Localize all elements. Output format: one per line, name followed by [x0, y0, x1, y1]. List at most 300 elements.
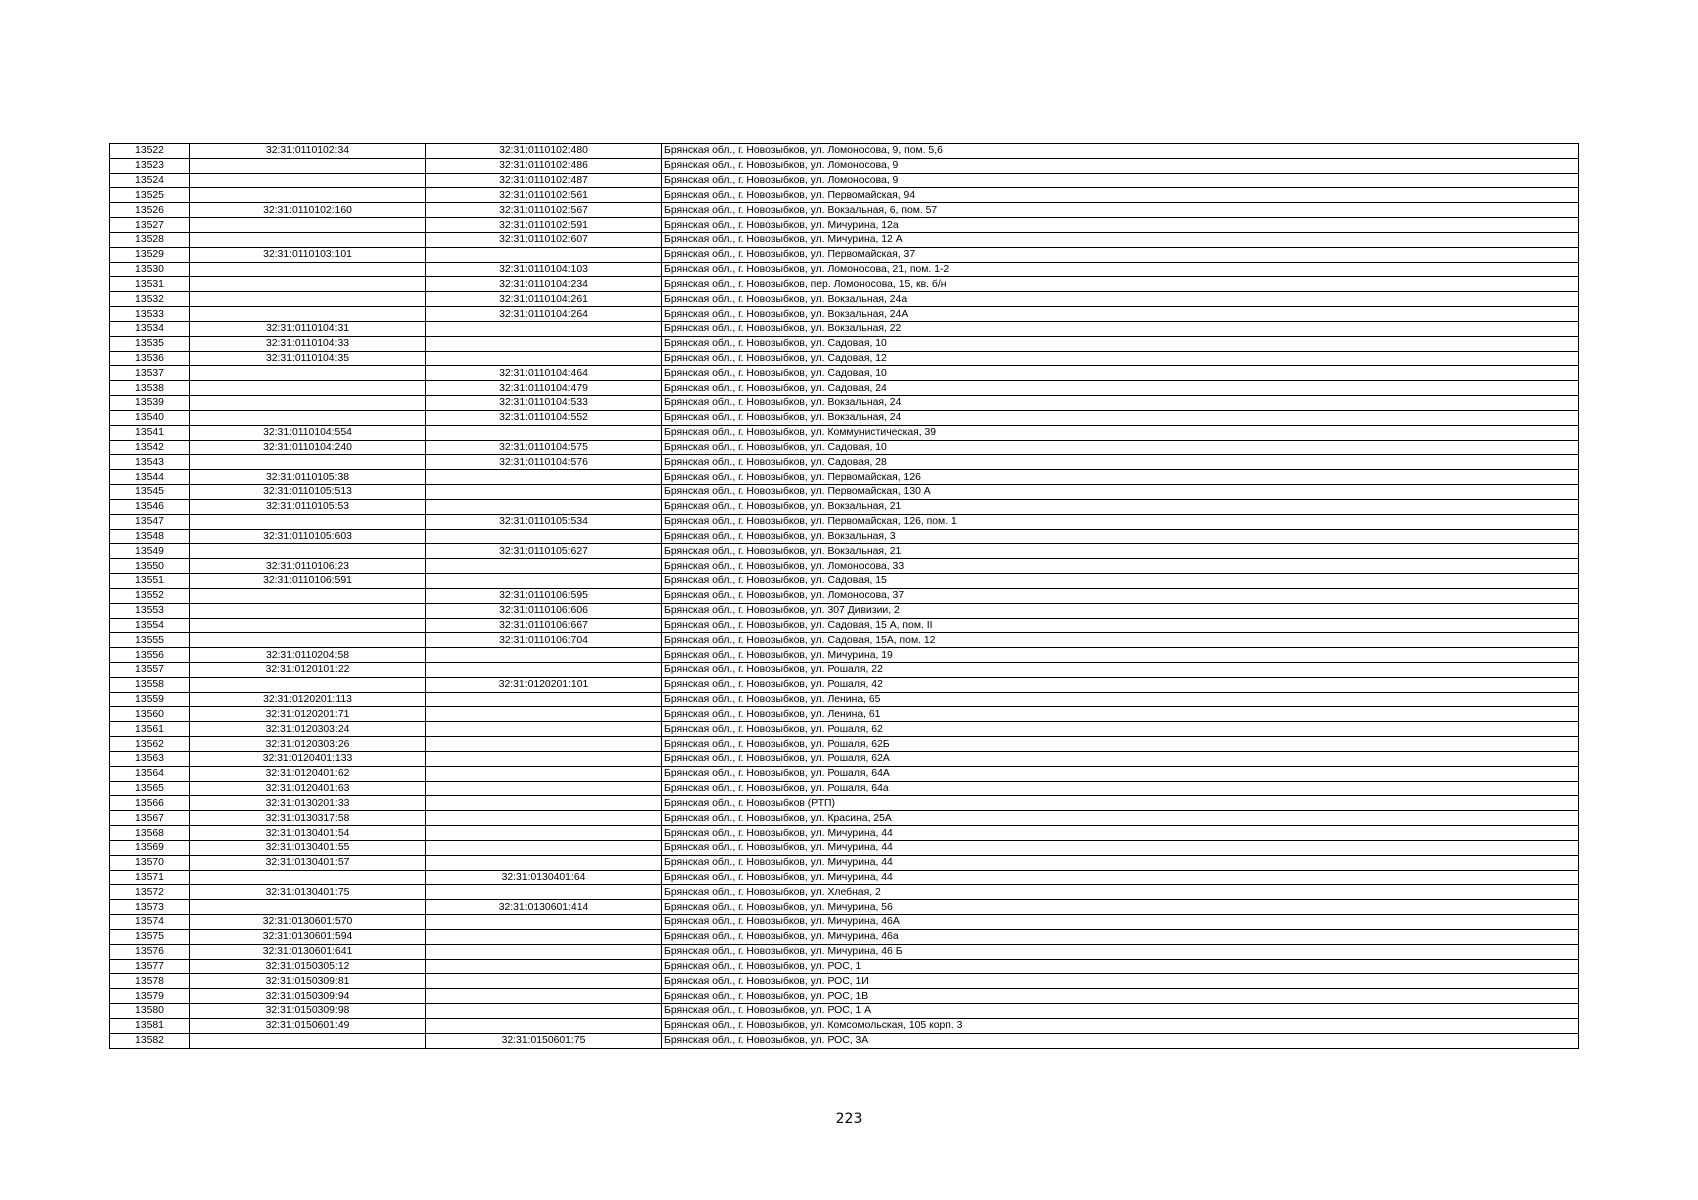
object-cadastral-number-cell: 32:31:0110104:464 [426, 366, 662, 381]
object-cadastral-number-cell [426, 959, 662, 974]
table-row [110, 144, 1579, 159]
table-row [110, 470, 1579, 485]
address-cell: Брянская обл., г. Новозыбков, ул. Комсомольская, 105 корп. 3 [662, 1018, 1579, 1033]
page-number: 223 [835, 1111, 863, 1127]
address-cell: Брянская обл., г. Новозыбков, ул. РОС, 1 А [662, 1004, 1579, 1019]
row-number-cell: 13566 [110, 796, 190, 811]
land-cadastral-number-cell [190, 232, 426, 247]
address-cell: Брянская обл., г. Новозыбков, ул. РОС, 1В [662, 989, 1579, 1004]
table-row [110, 425, 1579, 440]
object-cadastral-number-cell [426, 811, 662, 826]
land-cadastral-number-cell: 32:31:0120401:133 [190, 751, 426, 766]
land-cadastral-number-cell: 32:31:0130601:641 [190, 944, 426, 959]
address-cell: Брянская обл., г. Новозыбков, ул. Садовая, 24 [662, 381, 1579, 396]
table-row [110, 603, 1579, 618]
address-cell: Брянская обл., г. Новозыбков, ул. РОС, 1И [662, 974, 1579, 989]
object-cadastral-number-cell [426, 796, 662, 811]
table-row [110, 188, 1579, 203]
row-number-cell: 13560 [110, 707, 190, 722]
table-row [110, 751, 1579, 766]
land-cadastral-number-cell: 32:31:0130401:75 [190, 885, 426, 900]
address-cell: Брянская обл., г. Новозыбков, ул. Ломоносова, 21, пом. 1-2 [662, 262, 1579, 277]
address-cell: Брянская обл., г. Новозыбков, ул. Мичурина, 44 [662, 870, 1579, 885]
table-row [110, 707, 1579, 722]
address-cell: Брянская обл., г. Новозыбков, ул. Вокзальная, 24а [662, 292, 1579, 307]
table-row [110, 336, 1579, 351]
land-cadastral-number-cell: 32:31:0130201:33 [190, 796, 426, 811]
address-cell: Брянская обл., г. Новозыбков, ул. Вокзальная, 21 [662, 544, 1579, 559]
table-row [110, 544, 1579, 559]
address-cell: Брянская обл., г. Новозыбков, ул. Ломоносова, 33 [662, 559, 1579, 574]
object-cadastral-number-cell: 32:31:0110106:704 [426, 633, 662, 648]
table-row [110, 692, 1579, 707]
object-cadastral-number-cell: 32:31:0110104:234 [426, 277, 662, 292]
table-row [110, 499, 1579, 514]
row-number-cell: 13568 [110, 826, 190, 841]
land-cadastral-number-cell [190, 603, 426, 618]
row-number-cell: 13523 [110, 158, 190, 173]
land-cadastral-number-cell: 32:31:0110104:31 [190, 321, 426, 336]
table-row [110, 232, 1579, 247]
table-row [110, 559, 1579, 574]
land-cadastral-number-cell: 32:31:0110204:58 [190, 648, 426, 663]
row-number-cell: 13542 [110, 440, 190, 455]
land-cadastral-number-cell [190, 292, 426, 307]
object-cadastral-number-cell: 32:31:0110106:667 [426, 618, 662, 633]
land-cadastral-number-cell: 32:31:0130317:58 [190, 811, 426, 826]
table-row [110, 900, 1579, 915]
row-number-cell: 13582 [110, 1033, 190, 1048]
land-cadastral-number-cell: 32:31:0110106:23 [190, 559, 426, 574]
address-cell: Брянская обл., г. Новозыбков, ул. Мичурина, 44 [662, 855, 1579, 870]
address-cell: Брянская обл., г. Новозыбков, ул. Рошаля, 64а [662, 781, 1579, 796]
land-cadastral-number-cell: 32:31:0130401:54 [190, 826, 426, 841]
row-number-cell: 13531 [110, 277, 190, 292]
row-number-cell: 13561 [110, 722, 190, 737]
land-cadastral-number-cell: 32:31:0110104:33 [190, 336, 426, 351]
table-row [110, 366, 1579, 381]
object-cadastral-number-cell [426, 574, 662, 589]
land-cadastral-number-cell: 32:31:0110104:35 [190, 351, 426, 366]
object-cadastral-number-cell [426, 989, 662, 1004]
object-cadastral-number-cell: 32:31:0110102:480 [426, 144, 662, 159]
table-row [110, 618, 1579, 633]
table-row [110, 173, 1579, 188]
row-number-cell: 13539 [110, 396, 190, 411]
row-number-cell: 13527 [110, 218, 190, 233]
table-row [110, 915, 1579, 930]
object-cadastral-number-cell: 32:31:0110102:486 [426, 158, 662, 173]
address-cell: Брянская обл., г. Новозыбков, ул. Садовая, 28 [662, 455, 1579, 470]
land-cadastral-number-cell [190, 381, 426, 396]
table-row [110, 307, 1579, 322]
land-cadastral-number-cell: 32:31:0110105:38 [190, 470, 426, 485]
table-row [110, 262, 1579, 277]
object-cadastral-number-cell [426, 1018, 662, 1033]
row-number-cell: 13556 [110, 648, 190, 663]
table-row [110, 885, 1579, 900]
address-cell: Брянская обл., г. Новозыбков, ул. Мичурина, 56 [662, 900, 1579, 915]
address-cell: Брянская обл., г. Новозыбков, ул. Рошаля, 64А [662, 766, 1579, 781]
row-number-cell: 13538 [110, 381, 190, 396]
table-row [110, 633, 1579, 648]
table-row [110, 722, 1579, 737]
table-row [110, 766, 1579, 781]
row-number-cell: 13548 [110, 529, 190, 544]
object-cadastral-number-cell [426, 974, 662, 989]
table-row [110, 826, 1579, 841]
row-number-cell: 13558 [110, 677, 190, 692]
land-cadastral-number-cell: 32:31:0110106:591 [190, 574, 426, 589]
registry-table [109, 143, 1579, 1049]
address-cell: Брянская обл., г. Новозыбков, ул. Садовая, 10 [662, 440, 1579, 455]
address-cell: Брянская обл., г. Новозыбков, ул. Вокзальная, 3 [662, 529, 1579, 544]
land-cadastral-number-cell [190, 277, 426, 292]
land-cadastral-number-cell: 32:31:0110102:160 [190, 203, 426, 218]
object-cadastral-number-cell [426, 751, 662, 766]
row-number-cell: 13571 [110, 870, 190, 885]
address-cell: Брянская обл., г. Новозыбков, ул. Ленина, 65 [662, 692, 1579, 707]
object-cadastral-number-cell [426, 944, 662, 959]
address-cell: Брянская обл., г. Новозыбков, ул. Рошаля, 62Б [662, 737, 1579, 752]
table-row [110, 840, 1579, 855]
object-cadastral-number-cell: 32:31:0110102:591 [426, 218, 662, 233]
object-cadastral-number-cell: 32:31:0110104:261 [426, 292, 662, 307]
object-cadastral-number-cell: 32:31:0110106:606 [426, 603, 662, 618]
address-cell: Брянская обл., г. Новозыбков, ул. Рошаля, 62 [662, 722, 1579, 737]
object-cadastral-number-cell [426, 737, 662, 752]
table-row [110, 455, 1579, 470]
table-row [110, 870, 1579, 885]
table-row [110, 648, 1579, 663]
table-row [110, 381, 1579, 396]
table-row [110, 1004, 1579, 1019]
object-cadastral-number-cell [426, 707, 662, 722]
address-cell: Брянская обл., г. Новозыбков, ул. Садовая, 15 [662, 574, 1579, 589]
object-cadastral-number-cell [426, 840, 662, 855]
address-cell: Брянская обл., г. Новозыбков, ул. Красина, 25А [662, 811, 1579, 826]
object-cadastral-number-cell [426, 885, 662, 900]
land-cadastral-number-cell [190, 618, 426, 633]
land-cadastral-number-cell: 32:31:0110104:240 [190, 440, 426, 455]
row-number-cell: 13552 [110, 588, 190, 603]
object-cadastral-number-cell [426, 692, 662, 707]
address-cell: Брянская обл., г. Новозыбков, ул. 307 Дивизии, 2 [662, 603, 1579, 618]
object-cadastral-number-cell [426, 766, 662, 781]
row-number-cell: 13540 [110, 410, 190, 425]
object-cadastral-number-cell [426, 485, 662, 500]
table-row [110, 440, 1579, 455]
row-number-cell: 13546 [110, 499, 190, 514]
land-cadastral-number-cell [190, 514, 426, 529]
row-number-cell: 13545 [110, 485, 190, 500]
address-cell: Брянская обл., г. Новозыбков, ул. Мичурина, 19 [662, 648, 1579, 663]
address-cell: Брянская обл., г. Новозыбков, ул. Ломоносова, 37 [662, 588, 1579, 603]
row-number-cell: 13563 [110, 751, 190, 766]
row-number-cell: 13577 [110, 959, 190, 974]
object-cadastral-number-cell [426, 425, 662, 440]
land-cadastral-number-cell: 32:31:0150309:98 [190, 1004, 426, 1019]
land-cadastral-number-cell [190, 870, 426, 885]
object-cadastral-number-cell [426, 321, 662, 336]
land-cadastral-number-cell: 32:31:0150309:94 [190, 989, 426, 1004]
object-cadastral-number-cell [426, 529, 662, 544]
row-number-cell: 13547 [110, 514, 190, 529]
table-row [110, 929, 1579, 944]
table-row [110, 677, 1579, 692]
row-number-cell: 13562 [110, 737, 190, 752]
row-number-cell: 13525 [110, 188, 190, 203]
land-cadastral-number-cell: 32:31:0110105:513 [190, 485, 426, 500]
object-cadastral-number-cell: 32:31:0110102:487 [426, 173, 662, 188]
object-cadastral-number-cell [426, 648, 662, 663]
land-cadastral-number-cell [190, 218, 426, 233]
row-number-cell: 13580 [110, 1004, 190, 1019]
land-cadastral-number-cell: 32:31:0120401:63 [190, 781, 426, 796]
land-cadastral-number-cell: 32:31:0110105:53 [190, 499, 426, 514]
row-number-cell: 13551 [110, 574, 190, 589]
table-row [110, 974, 1579, 989]
object-cadastral-number-cell: 32:31:0110102:607 [426, 232, 662, 247]
address-cell: Брянская обл., г. Новозыбков, ул. Садовая, 12 [662, 351, 1579, 366]
object-cadastral-number-cell [426, 336, 662, 351]
address-cell: Брянская обл., г. Новозыбков, ул. Вокзальная, 21 [662, 499, 1579, 514]
object-cadastral-number-cell [426, 247, 662, 262]
row-number-cell: 13569 [110, 840, 190, 855]
row-number-cell: 13541 [110, 425, 190, 440]
object-cadastral-number-cell [426, 351, 662, 366]
object-cadastral-number-cell [426, 470, 662, 485]
row-number-cell: 13578 [110, 974, 190, 989]
land-cadastral-number-cell [190, 1033, 426, 1048]
table-row [110, 1018, 1579, 1033]
row-number-cell: 13554 [110, 618, 190, 633]
address-cell: Брянская обл., г. Новозыбков, ул. Ломоносова, 9 [662, 173, 1579, 188]
object-cadastral-number-cell: 32:31:0150601:75 [426, 1033, 662, 1048]
row-number-cell: 13529 [110, 247, 190, 262]
object-cadastral-number-cell [426, 1004, 662, 1019]
table-row [110, 588, 1579, 603]
object-cadastral-number-cell [426, 662, 662, 677]
address-cell: Брянская обл., г. Новозыбков, ул. Мичурина, 46 Б [662, 944, 1579, 959]
address-cell: Брянская обл., г. Новозыбков, ул. РОС, 3А [662, 1033, 1579, 1048]
object-cadastral-number-cell [426, 826, 662, 841]
land-cadastral-number-cell: 32:31:0150601:49 [190, 1018, 426, 1033]
row-number-cell: 13553 [110, 603, 190, 618]
table-row [110, 292, 1579, 307]
row-number-cell: 13535 [110, 336, 190, 351]
row-number-cell: 13572 [110, 885, 190, 900]
address-cell: Брянская обл., г. Новозыбков, ул. Мичурина, 46а [662, 929, 1579, 944]
row-number-cell: 13543 [110, 455, 190, 470]
address-cell: Брянская обл., г. Новозыбков, ул. Ломоносова, 9, пом. 5,6 [662, 144, 1579, 159]
address-cell: Брянская обл., г. Новозыбков, пер. Ломоносова, 15, кв. б/н [662, 277, 1579, 292]
table-row [110, 737, 1579, 752]
land-cadastral-number-cell [190, 410, 426, 425]
row-number-cell: 13575 [110, 929, 190, 944]
address-cell: Брянская обл., г. Новозыбков, ул. Рошаля, 42 [662, 677, 1579, 692]
object-cadastral-number-cell [426, 781, 662, 796]
object-cadastral-number-cell: 32:31:0110102:567 [426, 203, 662, 218]
address-cell: Брянская обл., г. Новозыбков, ул. Первомайская, 37 [662, 247, 1579, 262]
address-cell: Брянская обл., г. Новозыбков, ул. Первомайская, 94 [662, 188, 1579, 203]
address-cell: Брянская обл., г. Новозыбков, ул. Садовая, 10 [662, 336, 1579, 351]
table-row [110, 574, 1579, 589]
table-row [110, 662, 1579, 677]
address-cell: Брянская обл., г. Новозыбков, ул. РОС, 1 [662, 959, 1579, 974]
row-number-cell: 13555 [110, 633, 190, 648]
row-number-cell: 13530 [110, 262, 190, 277]
land-cadastral-number-cell: 32:31:0120303:26 [190, 737, 426, 752]
land-cadastral-number-cell: 32:31:0120101:22 [190, 662, 426, 677]
row-number-cell: 13536 [110, 351, 190, 366]
row-number-cell: 13567 [110, 811, 190, 826]
land-cadastral-number-cell [190, 188, 426, 203]
address-cell: Брянская обл., г. Новозыбков, ул. Ломоносова, 9 [662, 158, 1579, 173]
table-row [110, 158, 1579, 173]
table-row [110, 781, 1579, 796]
land-cadastral-number-cell [190, 633, 426, 648]
address-cell: Брянская обл., г. Новозыбков (РТП) [662, 796, 1579, 811]
land-cadastral-number-cell [190, 677, 426, 692]
row-number-cell: 13549 [110, 544, 190, 559]
land-cadastral-number-cell: 32:31:0130401:57 [190, 855, 426, 870]
row-number-cell: 13537 [110, 366, 190, 381]
table-row [110, 959, 1579, 974]
object-cadastral-number-cell: 32:31:0110104:103 [426, 262, 662, 277]
land-cadastral-number-cell [190, 262, 426, 277]
address-cell: Брянская обл., г. Новозыбков, ул. Мичурина, 44 [662, 826, 1579, 841]
row-number-cell: 13532 [110, 292, 190, 307]
row-number-cell: 13579 [110, 989, 190, 1004]
object-cadastral-number-cell: 32:31:0110104:575 [426, 440, 662, 455]
object-cadastral-number-cell: 32:31:0110104:552 [426, 410, 662, 425]
object-cadastral-number-cell [426, 929, 662, 944]
table-row [110, 410, 1579, 425]
object-cadastral-number-cell: 32:31:0110104:576 [426, 455, 662, 470]
address-cell: Брянская обл., г. Новозыбков, ул. Садовая, 10 [662, 366, 1579, 381]
land-cadastral-number-cell [190, 396, 426, 411]
object-cadastral-number-cell [426, 722, 662, 737]
address-cell: Брянская обл., г. Новозыбков, ул. Первомайская, 130 А [662, 485, 1579, 500]
row-number-cell: 13581 [110, 1018, 190, 1033]
table-row [110, 989, 1579, 1004]
table-row [110, 1033, 1579, 1048]
land-cadastral-number-cell [190, 158, 426, 173]
land-cadastral-number-cell: 32:31:0120401:62 [190, 766, 426, 781]
address-cell: Брянская обл., г. Новозыбков, ул. Ленина, 61 [662, 707, 1579, 722]
object-cadastral-number-cell [426, 855, 662, 870]
land-cadastral-number-cell: 32:31:0110102:34 [190, 144, 426, 159]
table-row [110, 811, 1579, 826]
land-cadastral-number-cell [190, 900, 426, 915]
row-number-cell: 13565 [110, 781, 190, 796]
row-number-cell: 13544 [110, 470, 190, 485]
land-cadastral-number-cell [190, 455, 426, 470]
table-row [110, 796, 1579, 811]
table-row [110, 529, 1579, 544]
table-row [110, 203, 1579, 218]
row-number-cell: 13528 [110, 232, 190, 247]
land-cadastral-number-cell [190, 173, 426, 188]
land-cadastral-number-cell [190, 307, 426, 322]
address-cell: Брянская обл., г. Новозыбков, ул. Вокзальная, 22 [662, 321, 1579, 336]
object-cadastral-number-cell: 32:31:0130401:64 [426, 870, 662, 885]
land-cadastral-number-cell: 32:31:0120303:24 [190, 722, 426, 737]
address-cell: Брянская обл., г. Новозыбков, ул. Первомайская, 126, пом. 1 [662, 514, 1579, 529]
row-number-cell: 13573 [110, 900, 190, 915]
object-cadastral-number-cell: 32:31:0110104:264 [426, 307, 662, 322]
table-row [110, 218, 1579, 233]
object-cadastral-number-cell: 32:31:0110105:627 [426, 544, 662, 559]
address-cell: Брянская обл., г. Новозыбков, ул. Мичурина, 12а [662, 218, 1579, 233]
land-cadastral-number-cell [190, 544, 426, 559]
address-cell: Брянская обл., г. Новозыбков, ул. Вокзальная, 24А [662, 307, 1579, 322]
object-cadastral-number-cell: 32:31:0110105:534 [426, 514, 662, 529]
address-cell: Брянская обл., г. Новозыбков, ул. Коммунистическая, 39 [662, 425, 1579, 440]
address-cell: Брянская обл., г. Новозыбков, ул. Первомайская, 126 [662, 470, 1579, 485]
address-cell: Брянская обл., г. Новозыбков, ул. Садовая, 15 А, пом. II [662, 618, 1579, 633]
land-cadastral-number-cell [190, 366, 426, 381]
row-number-cell: 13526 [110, 203, 190, 218]
object-cadastral-number-cell: 32:31:0130601:414 [426, 900, 662, 915]
row-number-cell: 13557 [110, 662, 190, 677]
row-number-cell: 13564 [110, 766, 190, 781]
table-row [110, 944, 1579, 959]
object-cadastral-number-cell [426, 915, 662, 930]
object-cadastral-number-cell: 32:31:0110106:595 [426, 588, 662, 603]
address-cell: Брянская обл., г. Новозыбков, ул. Мичурина, 12 А [662, 232, 1579, 247]
land-cadastral-number-cell: 32:31:0130601:594 [190, 929, 426, 944]
row-number-cell: 13534 [110, 321, 190, 336]
object-cadastral-number-cell: 32:31:0110104:479 [426, 381, 662, 396]
address-cell: Брянская обл., г. Новозыбков, ул. Мичурина, 44 [662, 840, 1579, 855]
object-cadastral-number-cell [426, 559, 662, 574]
land-cadastral-number-cell: 32:31:0110103:101 [190, 247, 426, 262]
table-row [110, 396, 1579, 411]
object-cadastral-number-cell: 32:31:0110102:561 [426, 188, 662, 203]
object-cadastral-number-cell: 32:31:0110104:533 [426, 396, 662, 411]
address-cell: Брянская обл., г. Новозыбков, ул. Рошаля, 22 [662, 662, 1579, 677]
row-number-cell: 13550 [110, 559, 190, 574]
address-cell: Брянская обл., г. Новозыбков, ул. Вокзальная, 6, пом. 57 [662, 203, 1579, 218]
row-number-cell: 13559 [110, 692, 190, 707]
land-cadastral-number-cell: 32:31:0150305:12 [190, 959, 426, 974]
land-cadastral-number-cell: 32:31:0120201:71 [190, 707, 426, 722]
registry-table-body [110, 144, 1579, 1049]
table-row [110, 247, 1579, 262]
row-number-cell: 13574 [110, 915, 190, 930]
address-cell: Брянская обл., г. Новозыбков, ул. Садовая, 15А, пом. 12 [662, 633, 1579, 648]
table-row [110, 514, 1579, 529]
address-cell: Брянская обл., г. Новозыбков, ул. Мичурина, 46А [662, 915, 1579, 930]
table-row [110, 351, 1579, 366]
land-cadastral-number-cell: 32:31:0110105:603 [190, 529, 426, 544]
land-cadastral-number-cell: 32:31:0110104:554 [190, 425, 426, 440]
land-cadastral-number-cell [190, 588, 426, 603]
address-cell: Брянская обл., г. Новозыбков, ул. Рошаля, 62А [662, 751, 1579, 766]
row-number-cell: 13576 [110, 944, 190, 959]
land-cadastral-number-cell: 32:31:0130601:570 [190, 915, 426, 930]
row-number-cell: 13570 [110, 855, 190, 870]
table-row [110, 855, 1579, 870]
row-number-cell: 13522 [110, 144, 190, 159]
address-cell: Брянская обл., г. Новозыбков, ул. Вокзальная, 24 [662, 396, 1579, 411]
land-cadastral-number-cell: 32:31:0120201:113 [190, 692, 426, 707]
table-row [110, 485, 1579, 500]
row-number-cell: 13524 [110, 173, 190, 188]
address-cell: Брянская обл., г. Новозыбков, ул. Вокзальная, 24 [662, 410, 1579, 425]
